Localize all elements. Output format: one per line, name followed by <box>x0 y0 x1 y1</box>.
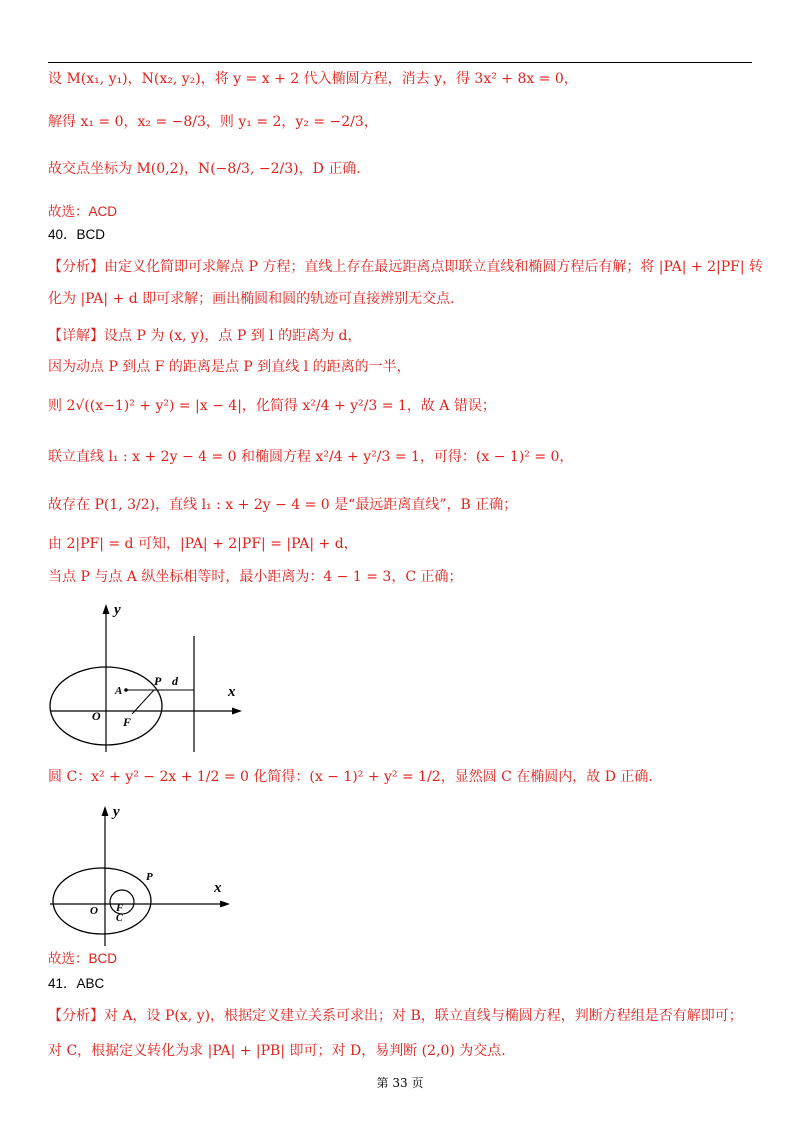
answer-40: 故选：BCD <box>48 951 118 966</box>
question-41-heading: 41．ABC <box>48 976 105 991</box>
detail-40-line2: 因为动点 P 到点 F 的距离是点 P 到直线 l 的距离的一半， <box>48 359 411 375</box>
question-40-heading: 40．BCD <box>48 227 106 242</box>
analysis-40-line1: 【分析】由定义化简即可求解点 P 方程；直线上存在最远距离点即联立直线和椭圆方程后有解；将 |PA| + 2|PF| 转 <box>48 259 764 275</box>
detail-40-line7: 当点 P 与点 A 纵坐标相等时，最小距离为：4 − 1 = 3，C 正确； <box>48 569 463 585</box>
circle-c-label: C <box>116 913 123 924</box>
origin-label: O <box>92 709 101 723</box>
analysis-41-line1: 【分析】对 A，设 P(x, y)，根据定义建立关系可求出；对 B，联立直线与椭圆方程，判断方程组是否有解即可； <box>48 1008 743 1024</box>
ellipse-diagram-1 <box>48 596 258 756</box>
point-a-label: A <box>115 685 123 697</box>
analysis-41-line2: 对 C，根据定义转化为求 |PA| + |PB| 即可；对 D，易判断 (2,0) 为交点. <box>48 1043 506 1059</box>
solution-line-roots: 解得 x₁ = 0，x₂ = −8/3，则 y₁ = 2，y₂ = −2/3， <box>48 114 378 130</box>
ellipse-circle-diagram-2 <box>48 800 248 948</box>
detail-40-circle-line: 圆 C：x² + y² − 2x + 1/2 = 0 化简得：(x − 1)² + y² = 1/2，显然圆 C 在椭圆内，故 D 正确. <box>48 769 653 785</box>
detail-40-line4: 联立直线 l₁ : x + 2y − 4 = 0 和椭圆方程 x²/4 + y²/3 = 1，可得：(x − 1)² = 0， <box>48 449 574 465</box>
header-rule <box>48 62 752 63</box>
ellipse <box>53 868 151 934</box>
detail-40-line1: 【详解】设点 P 为 (x, y)，点 P 到 l 的距离为 d， <box>48 328 362 344</box>
detail-40-line5: 故存在 P(1, 3/2)，直线 l₁ : x + 2y − 4 = 0 是“最远距离直线”，B 正确； <box>48 497 518 513</box>
origin-label: O <box>90 905 98 917</box>
answer-39: 故选：ACD <box>48 204 118 219</box>
focus-f-label: F <box>116 902 124 914</box>
page-footer: 第 33 页 <box>376 1076 424 1090</box>
focus-f-label: F <box>123 715 132 729</box>
point-p-label: P <box>154 674 162 688</box>
solution-line-intersection-points: 故交点坐标为 M(0,2)，N(−8/3, −2/3)，D 正确. <box>48 161 361 177</box>
distance-d-label: d <box>172 674 178 688</box>
x-axis-label: x <box>214 880 222 896</box>
detail-40-line6: 由 2|PF| = d 可知，|PA| + 2|PF| = |PA| + d， <box>48 536 358 552</box>
point-p-label: P <box>146 871 153 883</box>
y-axis-label: y <box>113 804 120 820</box>
y-axis-label: y <box>114 602 121 618</box>
detail-40-line3: 则 2√((x−1)² + y²) = |x − 4|，化简得 x²/4 + y²/3 = 1，故 A 错误； <box>48 398 496 414</box>
x-axis-label: x <box>228 684 236 700</box>
analysis-40-line2: 化为 |PA| + d 即可求解；画出椭圆和圆的轨迹可直接辨别无交点. <box>48 291 455 307</box>
solution-line-intersection-setup: 设 M(x₁, y₁)，N(x₂, y₂)，将 y = x + 2 代入椭圆方程，消去 y，得 3x² + 8x = 0， <box>48 71 578 87</box>
